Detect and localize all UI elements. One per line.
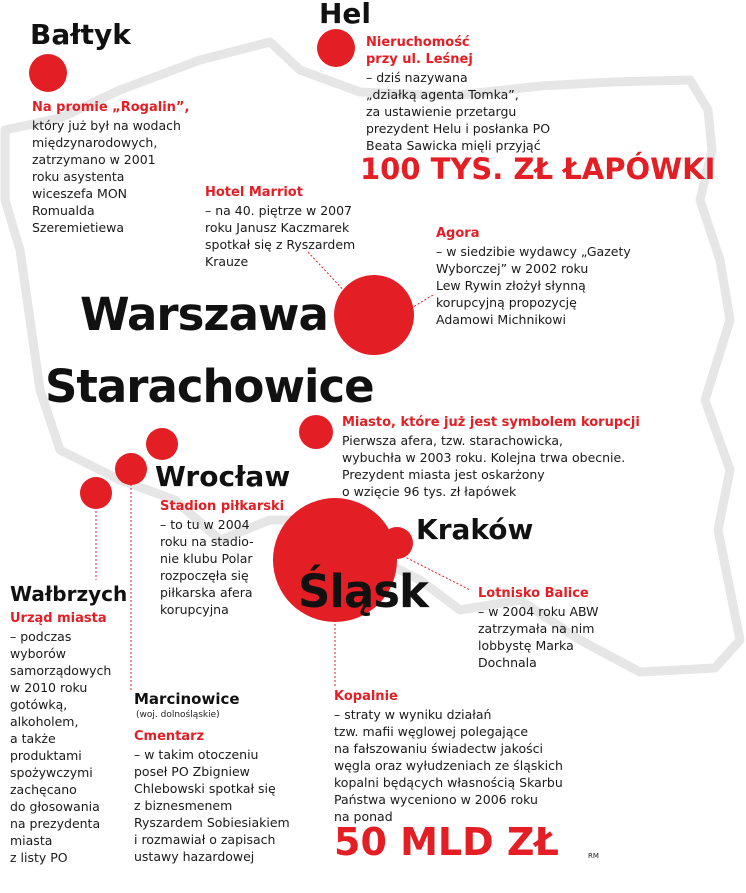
stadion-title: Stadion piłkarski bbox=[160, 499, 285, 514]
kopalnie-headline: 50 MLD ZŁ bbox=[334, 820, 559, 864]
place-marcinowice: Marcinowice bbox=[134, 690, 240, 708]
dot-wroclaw-2 bbox=[115, 453, 147, 485]
agora-title: Agora bbox=[436, 226, 480, 241]
place-slask: Śląsk bbox=[298, 565, 428, 618]
rogalin-title: Na promie „Rogalin”, bbox=[32, 100, 190, 115]
kopalnie-text: – straty w wyniku działań tzw. mafii węglowej polegające na fałszowaniu świadectw jakości węgla oraz wyłudzeniach ze śląskich kopalni będących własnością Skarbu Państwa wyceniono w 2006 roku na ponad bbox=[334, 707, 563, 824]
urzad-text: – podczas wyborów samorządowych w 2010 roku gotówką, alkoholem, a także produktami spożywczymi zachęcano do głosowania na prezydenta miasta z listy PO bbox=[10, 629, 112, 865]
place-marcinowice-sub: (woj. dolnośląskie) bbox=[136, 710, 220, 720]
dot-krakow bbox=[381, 527, 413, 559]
cmentarz-title: Cmentarz bbox=[134, 729, 205, 744]
place-krakow: Kraków bbox=[416, 513, 534, 546]
marriott-text: – na 40. piętrze w 2007 roku Janusz Kaczmarek spotkał się z Ryszardem Krauze bbox=[205, 203, 356, 269]
starachowice-text: Pierwsza afera, tzw. starachowicka, wybuchła w 2003 roku. Kolejna trwa obecnie. Prezydent miasta jest oskarżony o wzięcie 96 tys. zł łapówek bbox=[342, 433, 626, 499]
dot-starachowice bbox=[299, 415, 333, 449]
place-baltyk: Bałtyk bbox=[30, 18, 131, 51]
urzad-title: Urząd miasta bbox=[10, 611, 107, 626]
kopalnie-title: Kopalnie bbox=[334, 689, 398, 704]
place-warszawa: Warszawa bbox=[80, 288, 328, 341]
cmentarz-text: – w takim otoczeniu poseł PO Zbigniew Chlebowski spotkał się z biznesmenem Ryszardem Sobiesiakiem i rozmawiał o zapisach ustawy hazardowej bbox=[134, 747, 290, 864]
place-hel: Hel bbox=[319, 0, 372, 30]
dot-wroclaw-1 bbox=[146, 428, 178, 460]
hel-text: – dziś nazywana „działką agenta Tomka”, za ustawienie przetargu prezydent Helu i posłanka PO Beata Sawicka mięli przyjąć bbox=[366, 70, 551, 153]
stadion-text: – to tu w 2004 roku na stadio- nie klubu Polar rozpoczęła się piłkarska afera korupcyjna bbox=[160, 517, 254, 617]
hel-title: Nieruchomość przy ul. Leśnej bbox=[366, 35, 473, 67]
rogalin-text: który już był na wodach międzynarodowych, zatrzymano w 2001 roku asystenta wiceszefa MON Romualda Szeremietiewa bbox=[32, 118, 181, 235]
place-walbrzych: Wałbrzych bbox=[10, 582, 128, 606]
marriott-title: Hotel Marriot bbox=[205, 185, 303, 200]
starachowice-title: Miasto, które już jest symbolem korupcji bbox=[342, 415, 640, 430]
place-starachowice: Starachowice bbox=[45, 360, 374, 413]
dot-baltyk bbox=[29, 54, 67, 92]
hel-headline: 100 TYS. ZŁ ŁAPÓWKI bbox=[360, 152, 716, 186]
dot-warszawa bbox=[334, 275, 414, 355]
dot-walbrzych bbox=[80, 477, 112, 509]
dot-hel bbox=[317, 29, 355, 67]
agora-text: – w siedzibie wydawcy „Gazety Wyborczej” w 2002 roku Lew Rywin złożył słynną korupcyjną propozycję Adamowi Michnikowi bbox=[436, 244, 631, 327]
place-wroclaw: Wrocław bbox=[155, 460, 291, 493]
balice-title: Lotnisko Balice bbox=[478, 586, 589, 601]
balice-text: – w 2004 roku ABW zatrzymała na nim lobbystę Marka Dochnala bbox=[478, 604, 599, 670]
credit: RM bbox=[588, 852, 599, 860]
